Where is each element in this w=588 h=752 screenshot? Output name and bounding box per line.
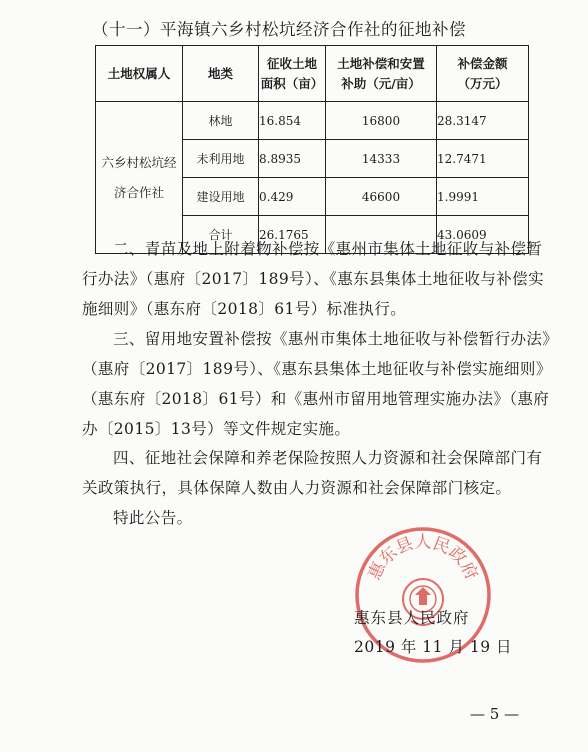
page-number: — 5 —: [470, 705, 520, 723]
owner-line1: 六乡村松坑经: [101, 154, 177, 170]
total-amount-cell: 43.0609: [437, 216, 529, 254]
header-owner: 土地权属人: [96, 46, 183, 102]
paragraph-seedlings: [82, 234, 557, 324]
seal-text: 惠东县人民政府: [364, 532, 482, 584]
header-amount: [437, 46, 529, 102]
paragraph-line: 特此公告。: [113, 509, 193, 527]
land-type-cell: 未利用地: [183, 140, 259, 178]
issue-date: 2019 年 11 月 19 日: [354, 638, 513, 656]
amount-cell: 12.7471: [437, 140, 529, 178]
table-header-row: [96, 46, 529, 102]
issuer-name: 惠东县人民政府: [354, 609, 470, 627]
paragraph-line: 三、留用地安置补偿按《惠州市集体土地征收与补偿暂行办法》: [113, 330, 559, 348]
table-row: [96, 102, 529, 140]
total-area-cell: 26.1765: [259, 216, 326, 254]
compensation-table: [95, 45, 529, 254]
area-cell: 0.429: [259, 178, 326, 216]
subsidy-cell: 46600: [326, 178, 437, 216]
header-amount-line1: 补偿金额: [457, 55, 508, 71]
header-subsidy-line2: 补助（元/亩）: [341, 75, 421, 91]
land-type-cell: 林地: [183, 102, 259, 140]
owner-line2: 济合作社: [113, 184, 164, 200]
amount-cell: 28.3147: [437, 102, 529, 140]
subsidy-cell: 14333: [326, 140, 437, 178]
land-type-cell: 建设用地: [183, 178, 259, 216]
header-area: [259, 46, 326, 102]
section-title: （十一）平海镇六乡村松坑经济合作社的征地补偿: [92, 20, 466, 39]
header-area-line1: 征收土地: [266, 55, 317, 71]
total-label-cell: 合计: [183, 216, 259, 254]
header-area-line2: 面积（亩）: [260, 75, 324, 91]
subsidy-cell: 16800: [326, 102, 437, 140]
header-land-type: 地类: [183, 46, 259, 102]
paragraph-social-security: [82, 443, 557, 503]
paragraph-line: 施细则》（惠东府〔2018〕61号）标准执行。: [82, 300, 407, 318]
paragraph-line: 二、青苗及地上附着物补偿按《惠州市集体土地征收与补偿暂: [113, 240, 543, 258]
paragraph-line: 四、征地社会保障和养老保险按照人力资源和社会保障部门有: [113, 449, 543, 467]
area-cell: 16.854: [259, 102, 326, 140]
amount-cell: 1.9991: [437, 178, 529, 216]
paragraph-reserved-land: [82, 324, 557, 444]
paragraph-line: 行办法》（惠府〔2017〕189号）、《惠东县集体土地征收与补偿实: [82, 270, 544, 288]
paragraph-line: 办〔2015〕13号）等文件规定实施。: [82, 420, 351, 438]
paragraph-line: 关政策执行，具体保障人数由人力资源和社会保障部门核定。: [82, 479, 512, 497]
paragraph-line: （惠府〔2017〕189号）、《惠东县集体土地征收与补偿实施细则》: [82, 360, 552, 378]
paragraph-line: （惠东府〔2018〕61号）和《惠州市留用地管理实施办法》（惠府: [82, 390, 550, 408]
header-subsidy-line1: 土地补偿和安置: [337, 55, 425, 71]
owner-cell: [96, 102, 183, 254]
header-subsidy: [326, 46, 437, 102]
header-amount-line2: （万元）: [457, 75, 508, 91]
area-cell: 8.8935: [259, 140, 326, 178]
